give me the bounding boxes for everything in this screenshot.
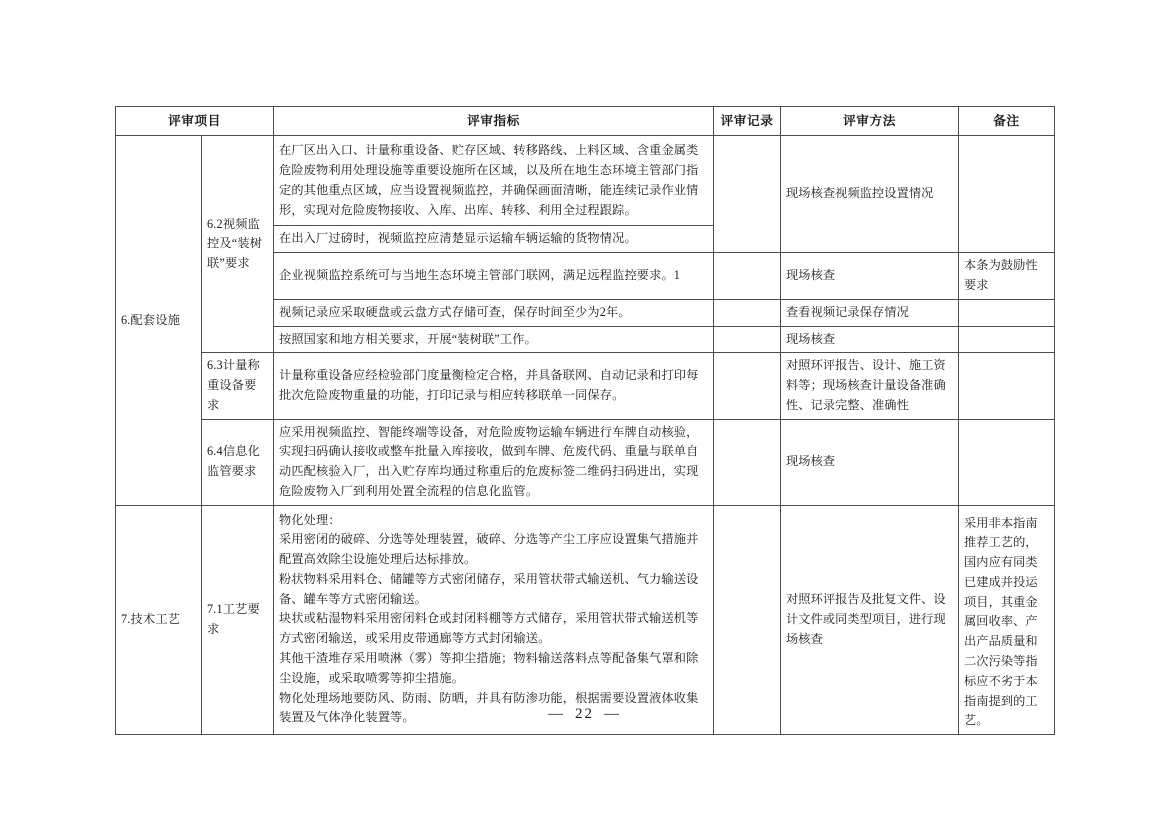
review-index-cell-paragraphs [274, 505, 714, 734]
index-paragraph: 物化处理场地要防风、防雨、防晒，并具有防渗功能，根据需要设置液体收集装置及气体净化装置等。 [279, 690, 699, 725]
column-header-remark: 备注 [959, 107, 1055, 136]
remark-cell [959, 299, 1055, 326]
remark-cell [959, 353, 1055, 419]
review-record-cell[interactable] [714, 136, 781, 253]
review-record-cell[interactable] [714, 353, 781, 419]
review-record-cell[interactable] [714, 419, 781, 505]
review-method-cell: 查看视频记录保存情况 [781, 299, 959, 326]
review-index-cell: 计量称重设备应经检验部门度量衡检定合格，并具备联网、自动记录和打印每批次危险废物重量的功能，打印记录与相应转移联单一同保存。 [274, 353, 714, 419]
review-record-cell[interactable] [714, 299, 781, 326]
review-index-cell: 在厂区出入口、计量称重设备、贮存区域、转移路线、上料区域、含重金属类危险废物利用处理设施等重要设施所在区域，以及所在地生态环境主管部门指定的其他重点区域，应当设置视频监控，并确保画面清晰，能连续记录作业情形，实现对危险废物接收、入库、出库、转移、利用全过程跟踪。 [274, 136, 714, 226]
page-number [0, 706, 1169, 723]
table-row [116, 136, 1055, 226]
review-index-cell: 在出入厂过磅时，视频监控应清楚显示运输车辆运输的货物情况。 [274, 226, 714, 253]
review-record-cell[interactable] [714, 505, 781, 734]
table-row [116, 353, 1055, 419]
subgroup-label-6-4: 6.4信息化监管要求 [202, 419, 274, 505]
index-paragraph: 粉状物料采用料仓、储罐等方式密闭储存，采用管状带式输送机、气力输送设备、罐车等方式密闭输送。 [279, 571, 699, 606]
table-row [116, 505, 1055, 734]
review-index-cell: 应采用视频监控、智能终端等设备，对危险废物运输车辆进行车牌自动核验，实现扫码确认接收或整车批量入库接收，做到车牌、危废代码、重量与联单自动匹配核验入厂，出入贮存库均通过称重后的危废标签二维码扫码进出，实现危险废物入厂到利用处置全流程的信息化监管。 [274, 419, 714, 505]
review-method-cell: 对照环评报告、设计、施工资料等；现场核查计量设备准确性、记录完整、准确性 [781, 353, 959, 419]
header-row [116, 107, 1055, 136]
review-table [115, 106, 1055, 735]
review-method-cell: 现场核查视频监控设置情况 [781, 136, 959, 253]
table-row [116, 419, 1055, 505]
review-index-cell: 按照国家和地方相关要求，开展“装树联”工作。 [274, 326, 714, 353]
subgroup-label-7-1: 7.1工艺要求 [202, 505, 274, 734]
column-header-review-index: 评审指标 [274, 107, 714, 136]
subgroup-label-6-3: 6.3计量称重设备要求 [202, 353, 274, 419]
column-header-review-record: 评审记录 [714, 107, 781, 136]
page-number-value: 22 [575, 706, 594, 722]
remark-cell [959, 136, 1055, 253]
subgroup-label-6-2: 6.2视频监控及“装树联”要求 [202, 136, 274, 353]
section-item-label-7: 7.技术工艺 [116, 505, 202, 734]
remark-cell: 本条为鼓励性要求 [959, 253, 1055, 300]
section-item-label-6: 6.配套设施 [116, 136, 202, 505]
remark-cell: 采用非本指南推荐工艺的，国内应有同类已建成并投运项目，其重金属回收率、产出产品质量和二次污染等指标应不劣于本指南提到的工艺。 [959, 505, 1055, 734]
review-method-cell: 对照环评报告及批复文件、设计文件或同类型项目，进行现场核查 [781, 505, 959, 734]
column-header-review-method: 评审方法 [781, 107, 959, 136]
remark-cell [959, 326, 1055, 353]
index-paragraph: 采用密闭的破碎、分选等处理装置，破碎、分选等产尘工序应设置集气措施并配置高效除尘设施处理后达标排放。 [279, 532, 699, 567]
table-body [116, 136, 1055, 735]
page-number-dash-left: — [548, 706, 565, 722]
review-method-cell: 现场核查 [781, 253, 959, 300]
column-header-review-item: 评审项目 [116, 107, 274, 136]
review-index-cell: 视频记录应采取硬盘或云盘方式存储可查，保存时间至少为2年。 [274, 299, 714, 326]
review-table-container [115, 106, 1054, 735]
index-paragraph: 物化处理： [279, 512, 341, 527]
table-header [116, 107, 1055, 136]
review-index-cell: 企业视频监控系统可与当地生态环境主管部门联网，满足远程监控要求。1 [274, 253, 714, 300]
review-record-cell[interactable] [714, 326, 781, 353]
index-paragraph: 块状或粘湿物料采用密闭料仓或封闭料棚等方式储存，采用管状带式输送机等方式密闭输送，或采用皮带通廊等方式封闭输送。 [279, 611, 699, 646]
review-record-cell[interactable] [714, 253, 781, 300]
review-method-cell: 现场核查 [781, 326, 959, 353]
index-paragraph: 其他干渣堆存采用喷淋（雾）等抑尘措施；物料输送落料点等配备集气罩和除尘设施，或采取喷雾等抑尘措施。 [279, 651, 699, 685]
review-method-cell: 现场核查 [781, 419, 959, 505]
page-number-dash-right: — [604, 706, 621, 722]
remark-cell [959, 419, 1055, 505]
